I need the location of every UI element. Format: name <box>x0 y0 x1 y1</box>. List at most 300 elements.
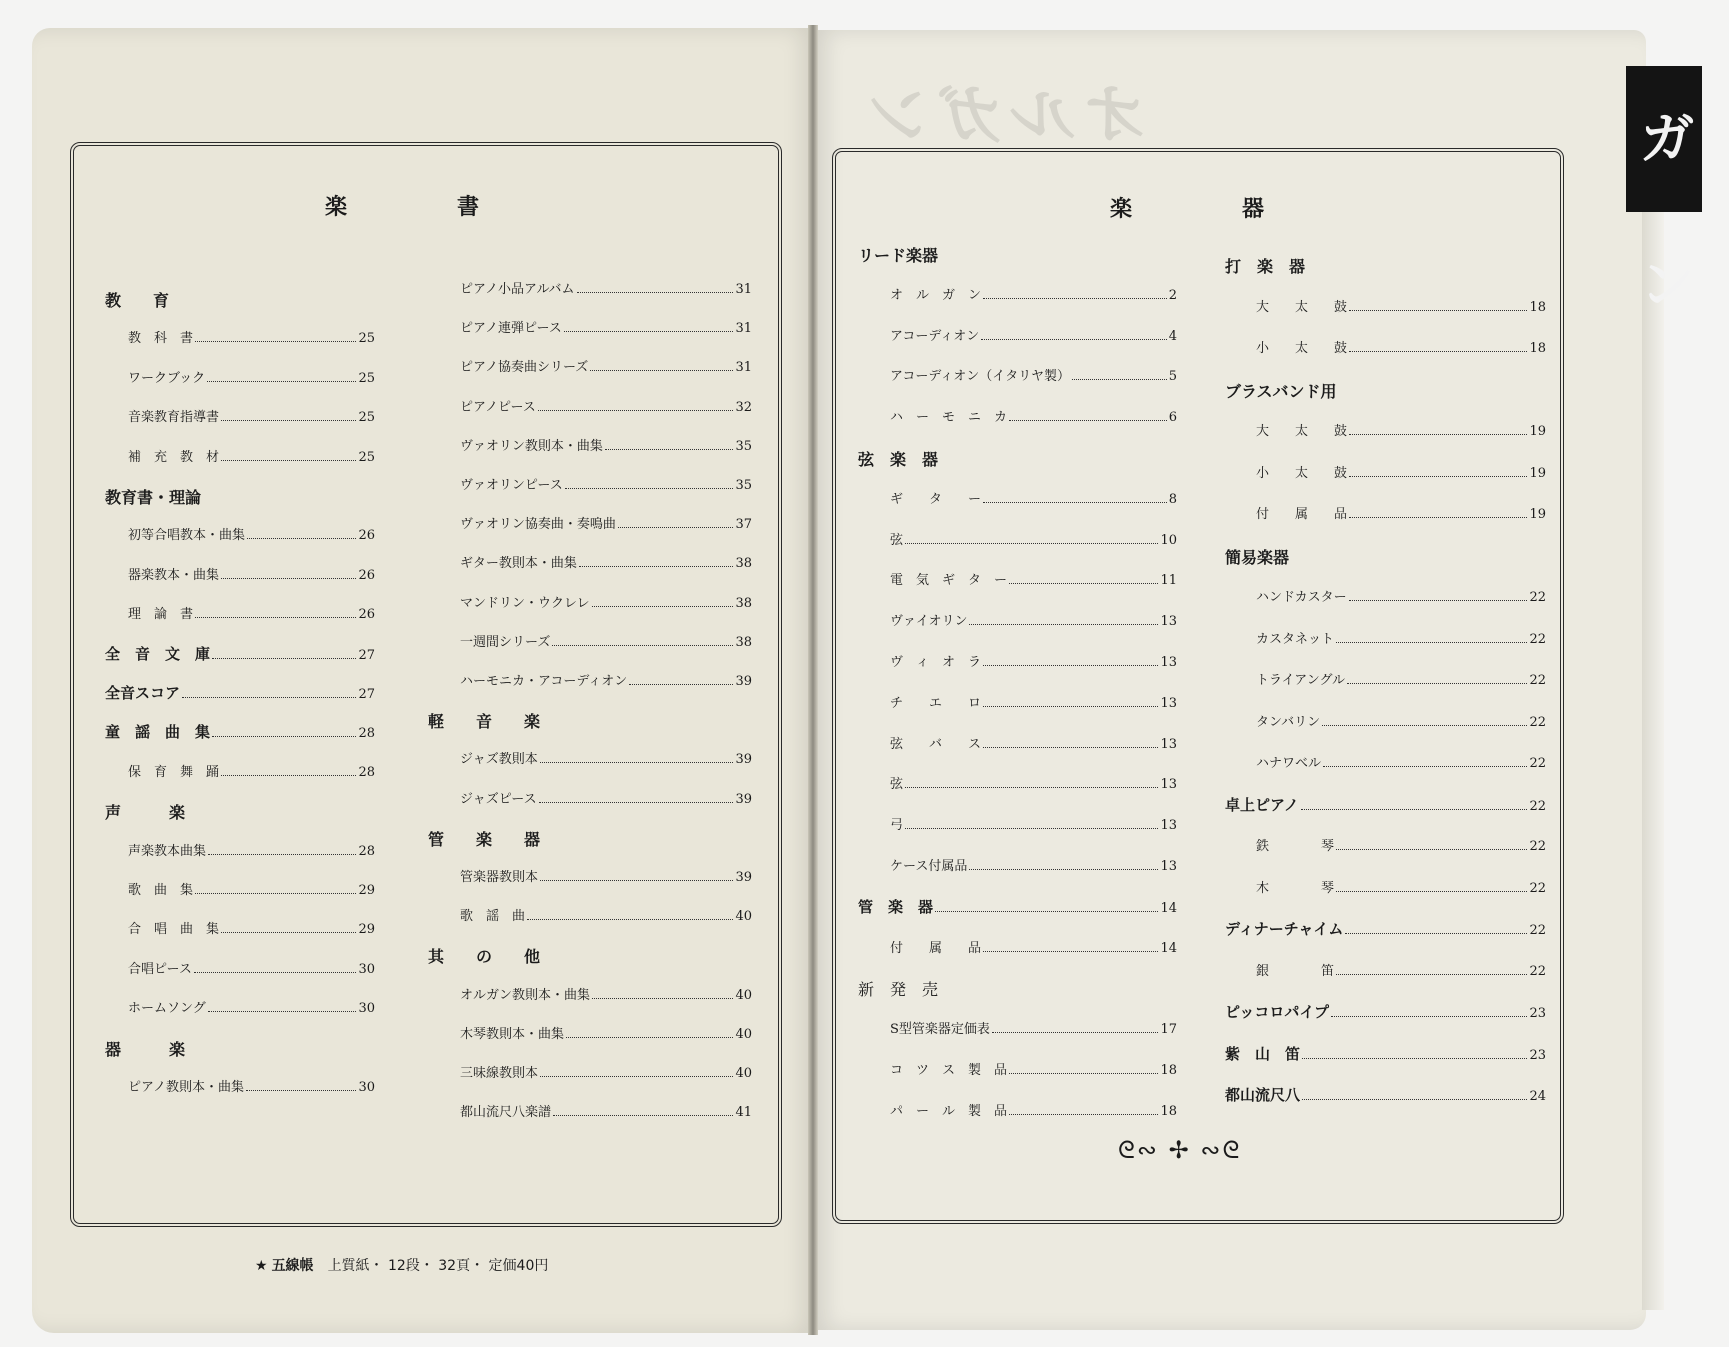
page-number: 22 <box>1529 881 1546 896</box>
dot-leader <box>540 1076 733 1077</box>
dot-leader <box>577 292 734 293</box>
entry-label: ジャズ教則本 <box>460 752 538 767</box>
dot-leader <box>221 932 356 933</box>
section-heading: 弦 楽 器 <box>858 450 939 469</box>
toc-entry <box>1256 711 1546 730</box>
page-number: 14 <box>1160 901 1177 916</box>
page-number: 22 <box>1529 756 1546 771</box>
dot-leader <box>592 606 734 607</box>
dot-leader <box>992 1032 1159 1033</box>
toc-entry <box>105 643 375 664</box>
page-number: 30 <box>358 1001 375 1016</box>
dot-leader <box>1336 974 1527 975</box>
toc-entry <box>1256 628 1546 647</box>
dot-leader <box>1323 766 1527 767</box>
toc-entry <box>460 866 752 885</box>
page-number: 40 <box>735 988 752 1003</box>
page-number: 39 <box>735 792 752 807</box>
page-number: 18 <box>1160 1063 1177 1078</box>
toc-entry <box>128 406 375 425</box>
toc-entry <box>1225 1001 1546 1022</box>
toc-entry <box>890 569 1177 588</box>
page-number: 29 <box>358 883 375 898</box>
dot-leader <box>935 911 1158 912</box>
entry-label: 鉄 琴 <box>1256 839 1335 854</box>
page-number: 25 <box>358 410 375 425</box>
toc-entry <box>128 564 375 583</box>
toc-entry <box>890 733 1177 752</box>
entry-label: ピアノピース <box>460 400 536 415</box>
entry-label: ハ ー モ ニ カ <box>890 410 1008 425</box>
page-number: 28 <box>358 726 375 741</box>
page-number: 26 <box>358 607 375 622</box>
dot-leader <box>538 410 734 411</box>
dot-leader <box>1349 517 1527 518</box>
page-number: 2 <box>1168 288 1177 303</box>
page-number: 8 <box>1168 492 1177 507</box>
page-number: 22 <box>1529 590 1546 605</box>
dot-leader <box>983 298 1167 299</box>
toc-entry <box>1256 420 1546 439</box>
toc-entry <box>105 682 375 703</box>
page-number: 24 <box>1529 1089 1546 1104</box>
page-number: 28 <box>358 765 375 780</box>
entry-label: コ ツ ス 製 品 <box>890 1063 1008 1078</box>
page-number: 38 <box>735 635 752 650</box>
dot-leader <box>565 488 734 489</box>
page-number: 11 <box>1160 573 1177 588</box>
dot-leader <box>1302 1058 1527 1059</box>
toc-entry <box>1256 835 1546 854</box>
toc-entry <box>460 317 752 336</box>
dot-leader <box>207 381 356 382</box>
entry-label: 理 論 書 <box>128 607 194 622</box>
dot-leader <box>1345 933 1527 934</box>
section-heading: 打 楽 器 <box>1225 257 1306 276</box>
dot-leader <box>629 684 733 685</box>
entry-label: ハナワベル <box>1256 756 1322 771</box>
ornament: ᘓ∾ ✢ ∾ᘓ <box>1118 1136 1242 1164</box>
entry-label: チ エ ロ <box>890 696 982 711</box>
dot-leader <box>605 449 734 450</box>
dot-leader <box>981 339 1166 340</box>
dot-leader <box>208 854 356 855</box>
entry-label: 声楽教本曲集 <box>128 844 207 859</box>
entry-label: 歌 曲 集 <box>128 883 194 898</box>
page-number: 18 <box>1529 341 1546 356</box>
dot-leader <box>1331 1016 1528 1017</box>
page-number: 40 <box>735 1027 752 1042</box>
entry-label: マンドリン・ウクレレ <box>460 596 590 611</box>
dot-leader <box>1349 476 1527 477</box>
toc-entry <box>460 396 752 415</box>
entry-label: 補 充 教 材 <box>128 450 220 465</box>
entry-label: 一週間シリーズ <box>460 635 551 650</box>
page-number: 18 <box>1529 300 1546 315</box>
dot-leader <box>1322 725 1527 726</box>
entry-label: ヴァオリン教則本・曲集 <box>460 439 603 454</box>
dot-leader <box>1301 809 1528 810</box>
page-number: 39 <box>735 752 752 767</box>
dot-leader <box>905 543 1158 544</box>
entry-label: ホームソング <box>128 1001 206 1016</box>
page-number: 31 <box>735 321 752 336</box>
page-number: 25 <box>358 371 375 386</box>
page-number: 6 <box>1168 410 1177 425</box>
toc-entry <box>460 1023 752 1042</box>
entry-label: 小 太 鼓 <box>1256 466 1348 481</box>
toc-entry <box>1256 669 1546 688</box>
toc-entry <box>890 284 1177 303</box>
dot-leader <box>221 420 356 421</box>
entry-label: アコーディオン（イタリヤ製） <box>890 369 1071 384</box>
left-title: 楽 書 <box>325 194 480 220</box>
page-number: 26 <box>358 568 375 583</box>
toc-entry <box>128 1076 375 1095</box>
page-number: 40 <box>735 1066 752 1081</box>
entry-label: 弦 バ ス <box>890 737 982 752</box>
dot-leader <box>527 919 733 920</box>
toc-entry <box>890 651 1177 670</box>
page-tab: ガン <box>1626 66 1702 212</box>
entry-label: トライアングル <box>1256 673 1346 688</box>
page-number: 19 <box>1529 424 1546 439</box>
toc-entry <box>890 529 1177 548</box>
section-heading: 其 の 他 <box>428 947 541 966</box>
dot-leader <box>983 502 1167 503</box>
dot-leader <box>1336 642 1527 643</box>
page-number: 27 <box>358 648 375 663</box>
toc-entry <box>460 1101 752 1120</box>
entry-label: 大 太 鼓 <box>1256 300 1348 315</box>
dot-leader <box>195 617 356 618</box>
toc-entry <box>460 278 752 297</box>
entry-label: ハンドカスター <box>1256 590 1347 605</box>
entry-label: 管 楽 器 <box>858 898 934 916</box>
section-heading: ブラスバンド用 <box>1225 382 1337 401</box>
page-number: 26 <box>358 528 375 543</box>
toc-entry <box>128 603 375 622</box>
toc-entry <box>460 748 752 767</box>
dot-leader <box>1302 1099 1527 1100</box>
page-number: 32 <box>735 400 752 415</box>
entry-label: 音楽教育指導書 <box>128 410 220 425</box>
dot-leader <box>195 341 356 342</box>
toc-entry <box>460 592 752 611</box>
dot-leader <box>182 697 356 698</box>
entry-label: 木 琴 <box>1256 881 1335 896</box>
dot-leader <box>905 787 1158 788</box>
dot-leader <box>905 828 1158 829</box>
toc-entry <box>890 1059 1177 1078</box>
page-number: 31 <box>735 360 752 375</box>
page-number: 37 <box>735 517 752 532</box>
bleed-through-text: オルガン <box>860 76 1148 154</box>
page-number: 13 <box>1160 777 1177 792</box>
entry-label: ピッコロパイプ <box>1225 1003 1329 1021</box>
toc-entry <box>128 879 375 898</box>
entry-label: 都山流尺八 <box>1225 1086 1301 1104</box>
entry-label: ワークブック <box>128 371 206 386</box>
dot-leader <box>1347 683 1527 684</box>
dot-leader <box>1349 351 1527 352</box>
page-number: 4 <box>1168 329 1177 344</box>
entry-label: 付 属 品 <box>1256 507 1348 522</box>
page-number: 13 <box>1160 655 1177 670</box>
entry-label: 器楽教本・曲集 <box>128 568 220 583</box>
entry-label: 弦 <box>890 533 904 548</box>
page-number: 38 <box>735 556 752 571</box>
page-number: 19 <box>1529 507 1546 522</box>
toc-entry <box>460 905 752 924</box>
entry-label: ヴァイオリン <box>890 614 968 629</box>
entry-label: ヴァオリン協奏曲・奏鳴曲 <box>460 517 616 532</box>
book-gutter <box>808 25 818 1335</box>
dot-leader <box>564 331 734 332</box>
entry-label: ハーモニカ・アコーディオン <box>460 674 628 689</box>
toc-entry <box>890 406 1177 425</box>
entry-label: パ ー ル 製 品 <box>890 1104 1008 1119</box>
entry-label: ピアノ連弾ピース <box>460 321 562 336</box>
toc-entry <box>890 692 1177 711</box>
entry-label: ヴァオリンピース <box>460 478 563 493</box>
dot-leader <box>1009 420 1167 421</box>
toc-entry <box>890 1100 1177 1119</box>
dot-leader <box>566 1037 733 1038</box>
entry-label: 三味線教則本 <box>460 1066 539 1081</box>
page-number: 30 <box>358 962 375 977</box>
page-number: 35 <box>735 478 752 493</box>
page-number: 13 <box>1160 818 1177 833</box>
toc-entry <box>1256 296 1546 315</box>
dot-leader <box>221 460 356 461</box>
dot-leader <box>194 972 357 973</box>
entry-label: ギター教則本・曲集 <box>460 556 577 571</box>
entry-label: 木琴教則本・曲集 <box>460 1027 565 1042</box>
section-heading: 器 楽 <box>105 1040 186 1059</box>
toc-entry <box>460 513 752 532</box>
page-number: 30 <box>358 1080 375 1095</box>
toc-entry <box>890 773 1177 792</box>
page-number: 18 <box>1160 1104 1177 1119</box>
entry-label: 電 気 ギ タ ー <box>890 573 1008 588</box>
toc-entry <box>460 435 752 454</box>
dot-leader <box>579 566 734 567</box>
page-number: 31 <box>735 282 752 297</box>
toc-entry <box>890 488 1177 507</box>
entry-label: 合 唱 曲 集 <box>128 922 220 937</box>
toc-entry <box>460 552 752 571</box>
toc-entry <box>460 670 752 689</box>
dot-leader <box>195 893 356 894</box>
entry-label: 小 太 鼓 <box>1256 341 1348 356</box>
toc-entry <box>890 325 1177 344</box>
section-heading: リード楽器 <box>858 246 939 265</box>
page-number: 22 <box>1529 715 1546 730</box>
dot-leader <box>1009 1114 1158 1115</box>
page-number: 22 <box>1529 839 1546 854</box>
star-mark: ★ <box>255 1258 268 1274</box>
page-number: 10 <box>1160 533 1177 548</box>
entry-label: ディナーチャイム <box>1225 920 1344 938</box>
dot-leader <box>1072 379 1167 380</box>
toc-entry <box>1256 586 1546 605</box>
page-number: 22 <box>1529 923 1546 938</box>
toc-entry <box>128 997 375 1016</box>
entry-label: 銀 笛 <box>1256 964 1335 979</box>
entry-label: ピアノ教則本・曲集 <box>128 1080 244 1095</box>
page-number: 35 <box>735 439 752 454</box>
page-number: 25 <box>358 331 375 346</box>
entry-label: 付 属 品 <box>890 941 982 956</box>
entry-label: 管楽器教則本 <box>460 870 539 885</box>
page-number: 38 <box>735 596 752 611</box>
toc-entry <box>460 788 752 807</box>
toc-entry <box>1256 337 1546 356</box>
entry-label: 全 音 文 庫 <box>105 645 211 663</box>
dot-leader <box>1349 434 1527 435</box>
dot-leader <box>590 370 733 371</box>
dot-leader <box>983 706 1158 707</box>
toc-entry <box>890 610 1177 629</box>
toc-entry <box>890 814 1177 833</box>
page-number: 13 <box>1160 737 1177 752</box>
dot-leader <box>553 1115 733 1116</box>
dot-leader <box>540 762 734 763</box>
entry-label: タンバリン <box>1256 715 1321 730</box>
toc-entry <box>1256 877 1546 896</box>
dot-leader <box>221 578 356 579</box>
page-number: 29 <box>358 922 375 937</box>
toc-entry <box>1225 794 1546 815</box>
footer-note <box>255 1255 548 1275</box>
entry-label: S型管楽器定価表 <box>890 1022 990 1037</box>
page-number: 23 <box>1529 1006 1546 1021</box>
page-number: 5 <box>1168 369 1177 384</box>
footer-item-name: 五線帳 <box>271 1258 314 1274</box>
dot-leader <box>1349 600 1528 601</box>
dot-leader <box>983 747 1158 748</box>
page-number: 22 <box>1529 964 1546 979</box>
page-number: 13 <box>1160 859 1177 874</box>
toc-entry <box>128 761 375 780</box>
entry-label: 弓 <box>890 818 904 833</box>
toc-entry <box>1225 1084 1546 1105</box>
dot-leader <box>246 1090 356 1091</box>
page-number: 25 <box>358 450 375 465</box>
toc-entry <box>1256 752 1546 771</box>
page-number: 28 <box>358 844 375 859</box>
dot-leader <box>1009 583 1158 584</box>
entry-label: ピアノ小品アルバム <box>460 282 575 297</box>
page-number: 22 <box>1529 799 1546 814</box>
dot-leader <box>618 527 734 528</box>
toc-entry <box>460 1062 752 1081</box>
toc-entry <box>1256 960 1546 979</box>
toc-entry <box>460 631 752 650</box>
section-heading: 教 育 <box>105 291 170 310</box>
footer-details: 上質紙・ 12段・ 32頁・ 定価40円 <box>327 1258 549 1274</box>
dot-leader <box>592 998 733 999</box>
entry-label: カスタネット <box>1256 632 1335 647</box>
toc-entry <box>460 984 752 1003</box>
toc-entry <box>890 937 1177 956</box>
section-heading: 教育書・理論 <box>105 488 202 507</box>
entry-label: 全音スコア <box>105 684 181 702</box>
toc-entry <box>890 365 1177 384</box>
page-number: 23 <box>1529 1048 1546 1063</box>
page-number: 22 <box>1529 673 1546 688</box>
entry-label: オルガン教則本・曲集 <box>460 988 591 1003</box>
entry-label: 卓上ピアノ <box>1225 796 1299 814</box>
dot-leader <box>1336 891 1527 892</box>
section-heading: 軽 音 楽 <box>428 712 541 731</box>
page-number: 41 <box>735 1105 752 1120</box>
toc-entry <box>1256 462 1546 481</box>
page-number: 39 <box>735 870 752 885</box>
toc-entry <box>128 840 375 859</box>
dot-leader <box>247 538 356 539</box>
section-heading: 声 楽 <box>105 803 186 822</box>
toc-entry <box>460 474 752 493</box>
toc-entry <box>128 446 375 465</box>
entry-label: 童 謡 曲 集 <box>105 723 211 741</box>
toc-entry <box>890 1018 1177 1037</box>
right-title: 楽 器 <box>1110 196 1265 222</box>
dot-leader <box>969 869 1158 870</box>
page-number: 22 <box>1529 632 1546 647</box>
toc-entry <box>460 356 752 375</box>
toc-entry <box>1225 1043 1546 1064</box>
toc-entry <box>105 721 375 742</box>
dot-leader <box>208 1011 357 1012</box>
page-number: 13 <box>1160 614 1177 629</box>
toc-entry <box>858 896 1177 917</box>
page-number: 27 <box>358 687 375 702</box>
entry-label: 初等合唱教本・曲集 <box>128 528 246 543</box>
toc-entry <box>128 327 375 346</box>
entry-label: 教 科 書 <box>128 331 194 346</box>
toc-entry <box>128 918 375 937</box>
entry-label: ギ タ ー <box>890 492 982 507</box>
entry-label: ヴ ィ オ ラ <box>890 655 982 670</box>
section-heading: 管 楽 器 <box>428 830 541 849</box>
dot-leader <box>983 951 1158 952</box>
entry-label: 合唱ピース <box>128 962 192 977</box>
dot-leader <box>212 658 356 659</box>
toc-entry <box>1256 503 1546 522</box>
entry-label: 保 育 舞 踊 <box>128 765 220 780</box>
toc-entry <box>128 367 375 386</box>
entry-label: 弦 <box>890 777 904 792</box>
page-number: 17 <box>1160 1022 1177 1037</box>
dot-leader <box>212 736 356 737</box>
toc-entry <box>890 855 1177 874</box>
dot-leader <box>539 802 734 803</box>
page-number: 40 <box>735 909 752 924</box>
dot-leader <box>1009 1073 1158 1074</box>
dot-leader <box>969 624 1158 625</box>
dot-leader <box>1336 849 1527 850</box>
page-number: 13 <box>1160 696 1177 711</box>
dot-leader <box>540 880 733 881</box>
section-heading: 新 発 売 <box>858 980 939 999</box>
entry-label: ピアノ協奏曲シリーズ <box>460 360 589 375</box>
dot-leader <box>221 775 356 776</box>
entry-label: 都山流尺八楽譜 <box>460 1105 552 1120</box>
entry-label: アコーディオン <box>890 329 980 344</box>
dot-leader <box>1349 310 1527 311</box>
